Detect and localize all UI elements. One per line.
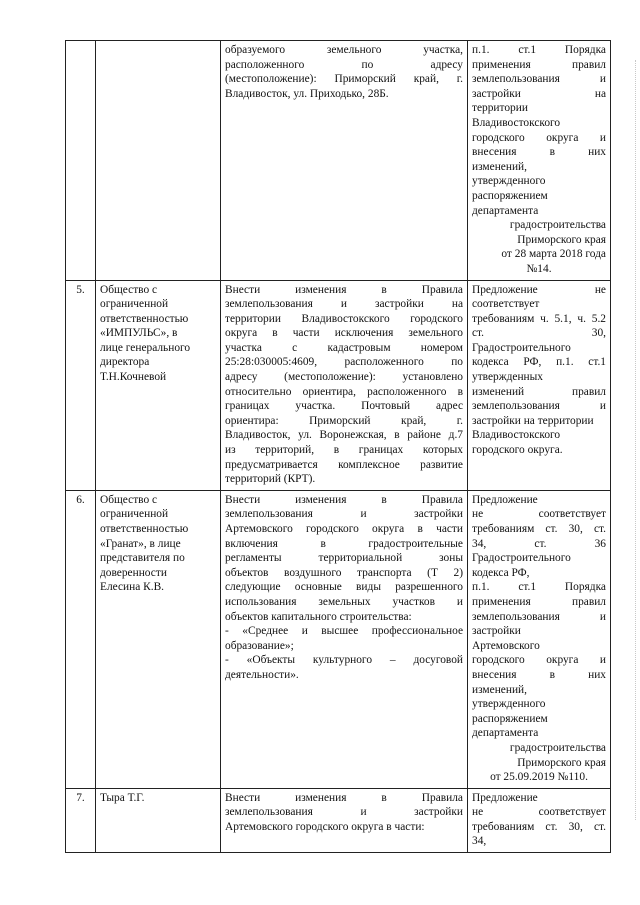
text-line: относительно ориентира, расположенного в (225, 385, 463, 398)
text-line: утвержденного (472, 175, 546, 188)
text-line: требованиям ст. 30, ст. (472, 523, 606, 535)
text-line: кодекса РФ, (472, 566, 530, 579)
text-line: Общество с (100, 493, 158, 506)
text-line: - «Объекты культурного – досуговой (225, 654, 463, 667)
text-line: границах участка. Почтовый адрес (225, 400, 463, 413)
text-line: землепользования и (472, 400, 606, 413)
text-line: не соответствует (472, 508, 606, 521)
proposal-cell (221, 490, 468, 788)
text-line: городского округа и (472, 654, 606, 667)
text-line: градостроительства (509, 741, 606, 754)
text-line: №14. (526, 262, 552, 275)
text-line: территории (472, 102, 528, 115)
text-line: использования земельных участков и (225, 595, 463, 608)
text-line: соответствует (472, 298, 540, 311)
text-line: Общество с (100, 283, 158, 296)
text-line: территории Владивостокского городского (225, 312, 463, 325)
table-row (66, 788, 611, 852)
row-number (66, 41, 96, 281)
text-line: ответственностью (100, 312, 189, 325)
text-line: градостроительства (509, 219, 606, 232)
proposal-cell (221, 788, 468, 852)
text-line: объектов воздушного транспорта (Т 2) (225, 566, 463, 579)
text-line: требованиям ч. 5.1, ч. 5.2 (472, 312, 606, 325)
text-line: 34, (472, 835, 487, 848)
text-line: Владивостокского (472, 429, 561, 442)
text-line: образование»; (225, 639, 294, 652)
text-line: Артемовского (472, 639, 540, 652)
text-line: доверенности (100, 566, 167, 579)
table-row (66, 490, 611, 788)
proposals-table (65, 40, 611, 853)
text-line: деятельности». (225, 668, 299, 681)
row-number: 7. (66, 788, 96, 852)
text-line: регламенты территориальной зоны (225, 552, 463, 565)
text-line: городского округа. (472, 444, 563, 457)
text-line: распоряжением (472, 189, 548, 202)
conclusion-cell (468, 788, 611, 852)
text-line: образуемого земельного участка, (225, 44, 463, 56)
text-line: Владивосток, ул. Приходько, 28Б. (225, 87, 389, 100)
text-line: «ИМПУЛЬС», в (100, 327, 178, 340)
text-line: департамента (472, 204, 539, 217)
text-line: ограниченной (100, 298, 169, 311)
text-line: ограниченной (100, 508, 169, 521)
text-line: застройки на территории (472, 414, 594, 427)
text-line: ст. 30, (472, 327, 606, 340)
text-line: Внести изменения в Правила (225, 791, 463, 804)
text-line: Предложение (472, 791, 538, 804)
conclusion-cell (468, 280, 611, 490)
row-number: 6. (66, 490, 96, 788)
text-line: предусматривается комплексное развитие (225, 458, 463, 471)
text-line: п.1. ст.1 Порядка (472, 44, 606, 56)
text-line: Владивостокского (472, 116, 561, 129)
text-line: застройки на (472, 87, 606, 100)
text-line: требованиям ст. 30, ст. (472, 820, 606, 833)
text-line: Артемовского городского округа в части: (225, 820, 425, 833)
text-line: землепользования и застройки (225, 508, 463, 521)
text-line: 25:28:030005:4609, расположенного по (225, 356, 463, 369)
text-line: Елесина К.В. (100, 581, 165, 594)
text-line: участка с кадастровым номером (225, 341, 463, 354)
text-line: применения правил (472, 58, 606, 71)
text-line: (местоположение): Приморский край, г. (225, 73, 463, 86)
text-line: внесения в них (472, 668, 606, 681)
text-line: - «Среднее и высшее профессиональное (225, 625, 463, 638)
conclusion-cell (468, 490, 611, 788)
text-line: застройки (472, 625, 521, 638)
text-line: ответственностью (100, 523, 189, 535)
text-line: адресу (местоположение): установлено (225, 371, 463, 384)
row-number: 5. (66, 280, 96, 490)
text-line: изменений правил (472, 385, 606, 398)
text-line: кодекса РФ, п.1. ст.1 (472, 356, 606, 369)
text-line: землепользования и застройки (225, 806, 463, 819)
text-line: не соответствует (472, 806, 606, 819)
scan-edge-mark (633, 60, 636, 820)
text-line: лице генерального (100, 341, 191, 354)
text-line: Градостроительного (472, 341, 571, 354)
text-line: объектов капитального строительства: (225, 610, 412, 623)
text-line: включения в градостроительные (225, 537, 463, 550)
text-line: расположенного по адресу (225, 58, 463, 71)
text-line: землепользования и (472, 73, 606, 86)
text-line: применения правил (472, 595, 606, 608)
applicant-cell (96, 41, 221, 281)
text-line: «Гранат», в лице (100, 537, 181, 550)
table-row (66, 41, 611, 281)
text-line: 34, ст. 36 (472, 537, 606, 550)
text-line: Т.Н.Кочневой (100, 371, 167, 384)
text-line: Владивосток, ул. Воронежская, в районе д.7 (225, 429, 463, 442)
text-line: Внести изменения в Правила (225, 283, 463, 296)
text-line: Внести изменения в Правила (225, 493, 463, 506)
proposal-cell (221, 280, 468, 490)
text-line: изменений, (472, 683, 527, 696)
text-line: следующие основные виды разрешенного (225, 581, 463, 594)
text-line: Тыра Т.Г. (100, 791, 145, 804)
document-page (65, 40, 610, 853)
text-line: территорий (КРТ). (225, 473, 316, 486)
text-line: распоряжением (472, 712, 548, 725)
text-line: утвержденного (472, 698, 546, 711)
text-line: утвержденных (472, 371, 543, 384)
text-line: округа в части исключения земельного (225, 327, 463, 340)
text-line: директора (100, 356, 150, 369)
conclusion-cell (468, 41, 611, 281)
proposal-cell (221, 41, 468, 281)
text-line: землепользования и застройки на (225, 298, 463, 311)
text-line: Артемовского городского округа в части (225, 523, 463, 535)
text-line: Приморского края (517, 756, 606, 769)
text-line: представителя по (100, 552, 185, 565)
text-line: п.1. ст.1 Порядка (472, 581, 606, 594)
text-line: из территорий, в границах которых (225, 444, 463, 457)
text-line: внесения в них (472, 146, 606, 159)
applicant-cell (96, 280, 221, 490)
table-row (66, 280, 611, 490)
text-line: от 28 марта 2018 года (501, 248, 606, 261)
text-line: Предложение не (472, 283, 606, 296)
text-line: ориентира: Приморский край, г. (225, 414, 463, 427)
applicant-cell (96, 490, 221, 788)
text-line: Предложение (472, 493, 538, 506)
text-line: Градостроительного (472, 552, 571, 565)
text-line: департамента (472, 727, 539, 740)
text-line: городского округа и (472, 131, 606, 144)
text-line: изменений, (472, 160, 527, 173)
text-line: от 25.09.2019 №110. (490, 771, 588, 784)
text-line: землепользования и (472, 610, 606, 623)
text-line: Приморского края (517, 233, 606, 246)
applicant-cell (96, 788, 221, 852)
